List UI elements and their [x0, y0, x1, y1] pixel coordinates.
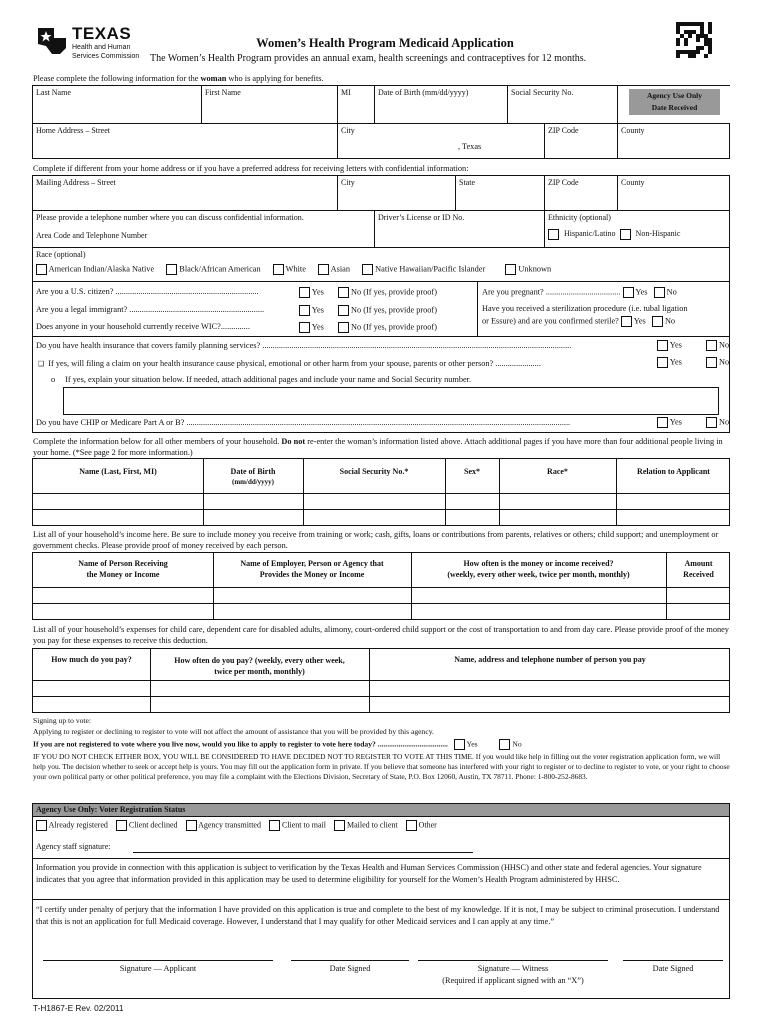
- agency-voter-header: Agency Use Only: Voter Registration Status: [33, 804, 729, 817]
- pregnant-yes-label: Yes: [635, 287, 648, 297]
- race-label: Race (optional): [36, 250, 86, 259]
- client-declined-checkbox[interactable]: [116, 820, 127, 831]
- voter-question: If you are not registered to vote where you live now, would you like to apply to register to vote here today? .....................................: [33, 739, 448, 749]
- first-name-label: First Name: [205, 88, 241, 97]
- race-black-label: Black/African American: [179, 264, 261, 274]
- agency-transmitted-label: Agency transmitted: [198, 820, 261, 830]
- logo-sub1: Health and Human: [72, 44, 131, 51]
- mailing-state-label: State: [459, 178, 475, 187]
- certify-text: “I certify under penalty of perjury that the information I have provided on this application is true and complete to the best of my knowledge. If it is not, I may be subject to criminal prosecution. I understand that this is not an application for full Medicaid coverage. However, I understand that I may qualify for other Medicaid services and I can apply at any time.”: [36, 905, 720, 926]
- wic-label: Does anyone in your household currently receive WIC?..............: [36, 322, 250, 331]
- qr-code: [676, 22, 712, 58]
- income-row-1[interactable]: [33, 588, 729, 603]
- hispanic-checkbox[interactable]: [548, 229, 559, 240]
- phone-prompt: Please provide a telephone number where you can discuss confidential information.: [36, 213, 304, 222]
- race-aian-label: American Indian/Alaska Native: [48, 264, 155, 274]
- home-county-label: County: [621, 126, 645, 135]
- mailing-address-label: Mailing Address – Street: [36, 178, 116, 187]
- date1-line[interactable]: [291, 960, 409, 961]
- hh-col-dob-sub: (mm/dd/yyyy): [232, 478, 274, 486]
- household-intro: Complete the information below for all other members of your household. Do not re-enter the woman’s information listed above. Attach additional pages if you have more than four additional people living in your home. (*See page 2 for more information.): [33, 437, 723, 457]
- mailing-county-label: County: [621, 178, 645, 187]
- chip-no-checkbox[interactable]: [706, 417, 717, 428]
- race-nhpi-label: Native Hawaiian/Pacific Islander: [375, 264, 486, 274]
- form-number: T-H1867-E Rev. 02/2011: [33, 1003, 124, 1013]
- verification-box: Information you provide in connection with this application is subject to verification by the Texas Health and Human Services Commission (HHSC) and other state and federal agencies. Your signature indicates that you agree that information provided in this application may be used to determine eligibility for yourself for the Women’s Health Program administered by HHSC.: [32, 858, 730, 900]
- date2-line[interactable]: [623, 960, 723, 961]
- immigrant-label: Are you a legal immigrant? .................................................................: [36, 305, 265, 314]
- hh-col-race: Race*: [547, 467, 568, 476]
- mailing-address-field[interactable]: [33, 176, 337, 210]
- race-row: [32, 247, 730, 282]
- page-title: Women’s Health Program Medicaid Application: [256, 36, 514, 50]
- home-address-label: Home Address – Street: [36, 126, 110, 135]
- texas-label: , Texas: [458, 142, 482, 151]
- agency-transmitted-checkbox[interactable]: [186, 820, 197, 831]
- agency-signature-label: Agency staff signature:: [36, 842, 111, 851]
- hh-col-name: Name (Last, First, MI): [79, 467, 157, 476]
- claim-yes-label: Yes: [669, 357, 682, 367]
- voter-warning: IF YOU DO NOT CHECK EITHER BOX, YOU WILL BE CONSIDERED TO HAVE DECIDED NOT TO REGISTER TO VOTE AT THIS TIME. If you would like help in filling out the voter registration application form, we will help you. The decision whether to seek or accept help is yours. You may fill out the application form in private. If you believe that someone has interfered with your right to register or to decline to register to vote, or your right to choose your own political party or other political preference, you may file a complaint with the Elections Division, Secretary of State, P.O. Box 12060, Austin, TX 78711. Phone: 1-800-252-8683.: [33, 752, 730, 781]
- immigrant-yes-checkbox[interactable]: [299, 305, 310, 316]
- wic-yes-label: Yes: [311, 322, 324, 332]
- home-zip-field[interactable]: [544, 124, 617, 158]
- status-questions: [32, 281, 730, 337]
- home-city-field[interactable]: [337, 124, 544, 158]
- hh-col-relation: Relation to Applicant: [637, 467, 710, 476]
- insurance-no-label: No: [719, 340, 730, 350]
- date2-label: Date Signed: [652, 964, 694, 973]
- expense-col-amount: How much do you pay?: [51, 655, 132, 664]
- mailing-zip-field[interactable]: [544, 176, 617, 210]
- insurance-no-checkbox[interactable]: [706, 340, 717, 351]
- last-name-field[interactable]: [33, 86, 201, 123]
- insurance-yes-label: Yes: [669, 340, 682, 350]
- explain-bullet-icon: o: [51, 375, 56, 384]
- agency-signature-line[interactable]: [133, 852, 473, 853]
- hh-row-2[interactable]: [33, 510, 729, 526]
- hh-col-sex: Sex*: [464, 467, 480, 476]
- expense-row-2[interactable]: [33, 697, 729, 713]
- immigrant-no-label: No (If yes, provide proof): [351, 305, 437, 315]
- voter-no-checkbox[interactable]: [499, 739, 510, 750]
- applicant-signature-label: Signature — Applicant: [119, 964, 197, 973]
- race-aian-checkbox[interactable]: [36, 264, 47, 275]
- ssn-label: Social Security No.: [511, 88, 574, 97]
- citizen-no-label: No (If yes, provide proof): [351, 287, 437, 297]
- mailing-city-label: City: [341, 178, 355, 187]
- license-field[interactable]: [374, 211, 544, 247]
- witness-note: (Required if applicant signed with an “X”): [442, 976, 584, 985]
- voter-yes-label: Yes: [466, 739, 478, 749]
- applicant-row-1: [32, 85, 730, 124]
- expense-col-payee: Name, address and telephone number of person you pay: [454, 655, 646, 664]
- client-to-mail-checkbox[interactable]: [269, 820, 280, 831]
- hispanic-label: Hispanic/Latino: [564, 228, 616, 238]
- date-received-label: Date Received: [651, 103, 698, 112]
- phone-label: Area Code and Telephone Number: [36, 230, 148, 240]
- voter-yes-checkbox[interactable]: [454, 739, 465, 750]
- chip-yes-checkbox[interactable]: [657, 417, 668, 428]
- non-hispanic-label: Non-Hispanic: [635, 228, 681, 238]
- race-asian-label: Asian: [330, 264, 350, 274]
- claim-no-label: No: [719, 357, 730, 367]
- immigrant-no-checkbox[interactable]: [338, 305, 349, 316]
- expenses-intro: List all of your household’s expenses for child care, dependent care for disabled adults, alimony, court-ordered child support or the cost of transportation to and from day care. Please provide proof of the money you pay for these expenses to receive this deduction.: [33, 625, 729, 645]
- certify-box: [32, 899, 730, 999]
- chip-no-label: No: [719, 417, 730, 427]
- date1-label: Date Signed: [329, 964, 371, 973]
- claim-bullet-icon: ❑: [38, 360, 45, 368]
- explain-textbox[interactable]: [63, 387, 719, 415]
- mailed-to-client-checkbox[interactable]: [334, 820, 345, 831]
- chip-question: Do you have CHIP or Medicare Part A or B? .........................................................................................................................................................................................: [36, 418, 571, 427]
- home-address-field[interactable]: [33, 124, 337, 158]
- sterile-no-checkbox[interactable]: [652, 316, 663, 327]
- ssn-field[interactable]: [507, 86, 617, 123]
- insurance-yes-checkbox[interactable]: [657, 340, 668, 351]
- pregnancy-block: [477, 282, 731, 336]
- wic-no-checkbox[interactable]: [338, 322, 349, 333]
- income-col-employer: Name of Employer, Person or Agency that Provides the Money or Income: [240, 559, 384, 579]
- home-city-label: City: [341, 126, 355, 135]
- pregnant-label: Are you pregnant? ....................................: [482, 287, 621, 297]
- applicant-row-2: [32, 123, 730, 159]
- expense-col-frequency: How often do you pay? (weekly, every other week, twice per month, monthly): [174, 656, 345, 676]
- sterilization-label-1: Have you received a sterilization procedure (i.e. tubal ligation: [482, 304, 688, 313]
- race-unknown-checkbox[interactable]: [505, 264, 516, 275]
- mailing-state-field[interactable]: [455, 176, 544, 210]
- pregnant-yes-checkbox[interactable]: [623, 287, 634, 298]
- page-subtitle: The Women’s Health Program provides an annual exam, health screenings and contraceptives for 12 months.: [150, 53, 587, 64]
- hh-row-1[interactable]: [33, 494, 729, 509]
- client-declined-label: Client declined: [128, 820, 178, 830]
- contact-row: [32, 210, 730, 248]
- citizen-label: Are you a U.S. citizen? .....................................................................: [36, 287, 259, 296]
- claim-no-checkbox[interactable]: [706, 357, 717, 368]
- mi-field[interactable]: [337, 86, 374, 123]
- sterile-no-label: No: [664, 316, 676, 326]
- income-intro: List all of your household’s income here. Be sure to include money you receive from training or work; cash, gifts, loans or contributions from parents, relatives or others; child support; and unemployment or government checks. Please provide proof of money received by each person.: [33, 530, 719, 550]
- other-label: Other: [418, 820, 437, 830]
- witness-signature-label: Signature — Witness: [477, 964, 549, 973]
- wic-yes-checkbox[interactable]: [299, 322, 310, 333]
- race-white-checkbox[interactable]: [273, 264, 284, 275]
- explain-label: If yes, explain your situation below. If needed, attach additional pages and include your name and Social Security number.: [65, 375, 472, 384]
- voter-no-label: No: [512, 739, 522, 749]
- income-col-amount: Amount Received: [683, 559, 714, 579]
- client-to-mail-label: Client to mail: [281, 820, 326, 830]
- ethnicity-field: [544, 211, 731, 247]
- mailing-zip-label: ZIP Code: [548, 178, 579, 187]
- witness-signature-line[interactable]: [418, 960, 608, 961]
- income-row-2[interactable]: [33, 604, 729, 620]
- wic-question: [36, 322, 250, 332]
- claim-question: If yes, will filing a claim on your health insurance cause physical, emotional or other harm from your spouse, parents or other person? ......................: [48, 359, 541, 368]
- voter-section: [33, 716, 733, 782]
- sterile-yes-label: Yes: [633, 316, 646, 326]
- ethnicity-label: Ethnicity (optional): [548, 213, 611, 222]
- mailing-city-field[interactable]: [337, 176, 455, 210]
- license-label: Driver’s License or ID No.: [378, 213, 465, 222]
- agency-voter-box: [32, 803, 730, 859]
- race-asian-checkbox[interactable]: [318, 264, 329, 275]
- other-checkbox[interactable]: [406, 820, 417, 831]
- first-name-field[interactable]: [201, 86, 337, 123]
- mailing-intro: Complete if different from your home address or if you have a preferred address for receiving letters with confidential information:: [33, 164, 469, 173]
- chip-row: [32, 413, 730, 433]
- applicant-intro: Please complete the following information for the woman who is applying for benefits.: [33, 74, 324, 83]
- claim-yes-checkbox[interactable]: [657, 357, 668, 368]
- expenses-table: [32, 648, 730, 713]
- non-hispanic-checkbox[interactable]: [620, 229, 631, 240]
- voter-applying-label: Applying to register or declining to register to vote will not affect the amount of assistance that you will be provided by this agency.: [33, 726, 434, 736]
- applicant-signature-line[interactable]: [43, 960, 273, 961]
- mailing-county-field[interactable]: [617, 176, 731, 210]
- hh-col-ssn: Social Security No.*: [339, 467, 409, 476]
- citizen-yes-checkbox[interactable]: [299, 287, 310, 298]
- income-col-person: Name of Person Receiving the Money or Income: [78, 559, 168, 579]
- dob-field[interactable]: [374, 86, 507, 123]
- pregnant-no-label: No: [666, 287, 677, 297]
- citizen-yes-label: Yes: [311, 287, 324, 297]
- race-white-label: White: [285, 264, 306, 274]
- agency-use-box: [617, 86, 731, 123]
- last-name-label: Last Name: [36, 88, 71, 97]
- sterilization-label-2: or Essure) and are you confirmed sterile?: [482, 316, 619, 326]
- household-table: [32, 458, 730, 526]
- insurance-question: Do you have health insurance that covers family planning services? .....................................................................................................................................................: [36, 341, 572, 350]
- logo-sub2: Services Commission: [72, 53, 140, 60]
- phone-field[interactable]: [33, 211, 374, 247]
- citizen-question: [36, 287, 259, 297]
- income-table: [32, 552, 730, 620]
- income-col-frequency: How often is the money or income received? (weekly, every other week, twice per month, monthly): [447, 559, 630, 579]
- race-unknown-label: Unknown: [518, 264, 552, 274]
- agency-use-label: Agency Use Only: [647, 91, 702, 100]
- already-registered-checkbox[interactable]: [36, 820, 47, 831]
- mailing-row: [32, 175, 730, 211]
- sterile-yes-checkbox[interactable]: [621, 316, 632, 327]
- citizenship-block: [33, 282, 477, 336]
- already-registered-label: Already registered: [48, 820, 108, 830]
- home-county-field[interactable]: [617, 124, 731, 158]
- expense-row-1[interactable]: [33, 681, 729, 696]
- home-zip-label: ZIP Code: [548, 126, 579, 135]
- mailed-to-client-label: Mailed to client: [346, 820, 398, 830]
- immigrant-question: [36, 305, 264, 315]
- citizen-no-checkbox[interactable]: [338, 287, 349, 298]
- wic-no-label: No (If yes, provide proof): [351, 322, 437, 332]
- voter-signing-label: Signing up to vote:: [33, 716, 92, 725]
- dob-label: Date of Birth (mm/dd/yyyy): [378, 88, 469, 97]
- pregnant-no-checkbox[interactable]: [654, 287, 665, 298]
- logo-texas: TEXAS: [72, 24, 132, 43]
- race-black-checkbox[interactable]: [166, 264, 177, 275]
- immigrant-yes-label: Yes: [311, 305, 324, 315]
- chip-yes-label: Yes: [669, 417, 682, 427]
- mi-label: MI: [341, 88, 351, 97]
- hh-col-dob: Date of Birth: [230, 467, 276, 476]
- race-nhpi-checkbox[interactable]: [362, 264, 373, 275]
